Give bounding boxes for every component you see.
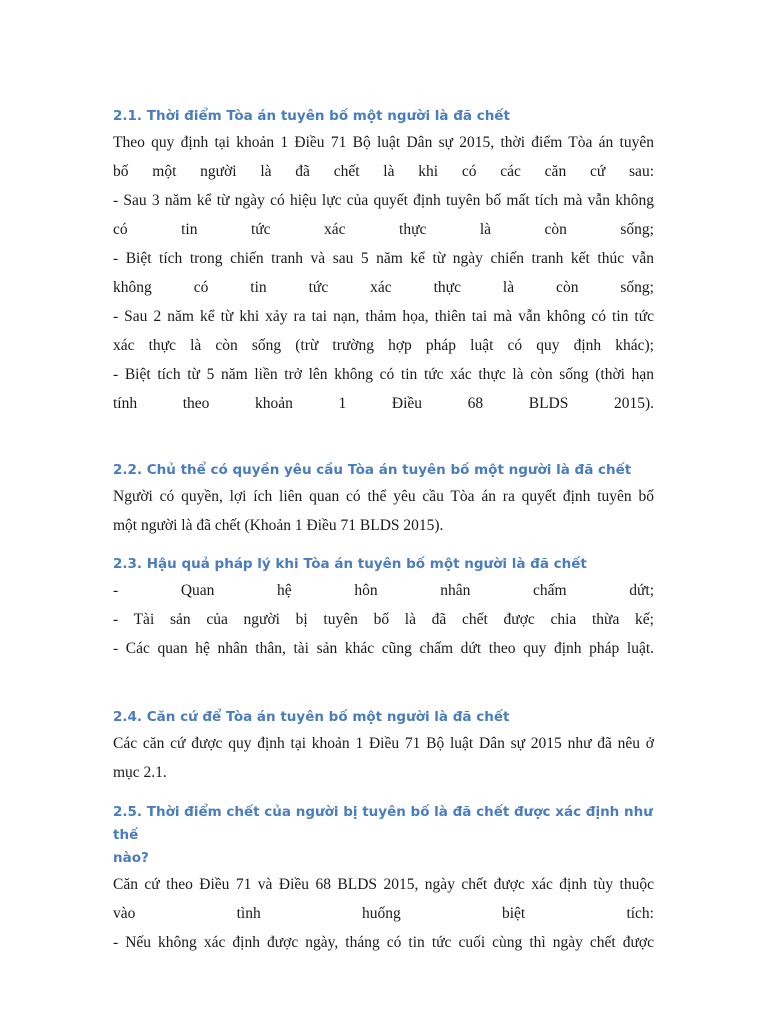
paragraph-line: - Các quan hệ nhân thân, tài sản khác cũng chấm dứt theo quy định pháp luật. [113, 640, 654, 657]
section-2-4 [113, 706, 654, 787]
paragraph-line: - Nếu không xác định được ngày, tháng có tin tức cuối cùng thì ngày chết được [113, 934, 654, 951]
paragraph-line: - Biệt tích từ 5 năm liền trở lên không có tin tức xác thực là còn sống (thời hạn [113, 366, 654, 383]
paragraph-line: - Biệt tích trong chiến tranh và sau 5 năm kể từ ngày chiến tranh kết thúc vẫn [113, 250, 654, 267]
paragraph-line: Các căn cứ được quy định tại khoản 1 Điều 71 Bộ luật Dân sự 2015 như đã nêu ở [113, 735, 654, 752]
section-2-5 [113, 801, 654, 957]
paragraph-line: Theo quy định tại khoản 1 Điều 71 Bộ luật Dân sự 2015, thời điểm Tòa án tuyên [113, 134, 654, 151]
paragraph-line: - Sau 2 năm kể từ khi xảy ra tai nạn, thảm họa, thiên tai mà vẫn không có tin tức [113, 308, 654, 325]
section-heading: 2.1. Thời điểm Tòa án tuyên bố một người là đã chết [113, 108, 510, 124]
paragraph-line: - Tài sản của người bị tuyên bố là đã chết được chia thừa kế; [113, 611, 654, 628]
section-heading: 2.4. Căn cứ để Tòa án tuyên bố một người là đã chết [113, 709, 510, 725]
section-2-1 [113, 105, 654, 418]
section-heading: 2.5. Thời điểm chết của người bị tuyên bố là đã chết được xác định như thế [113, 804, 653, 843]
paragraph-line: tính theo khoản 1 Điều 68 BLDS 2015). [113, 395, 654, 412]
document-page [113, 0, 654, 1024]
paragraph-line: xác thực là còn sống (trừ trường hợp pháp luật có quy định khác); [113, 337, 654, 354]
section-2-2 [113, 459, 654, 540]
paragraph-line: bố một người là đã chết là khi có các căn cứ sau: [113, 163, 654, 180]
paragraph-line: Căn cứ theo Điều 71 và Điều 68 BLDS 2015, ngày chết được xác định tùy thuộc [113, 876, 654, 893]
paragraph-line: - Sau 3 năm kể từ ngày có hiệu lực của quyết định tuyên bố mất tích mà vẫn không [113, 192, 654, 209]
paragraph-line: mục 2.1. [113, 764, 167, 781]
section-heading: nào? [113, 850, 149, 866]
paragraph-line: Người có quyền, lợi ích liên quan có thể yêu cầu Tòa án ra quyết định tuyên bố [113, 488, 654, 505]
paragraph-line: một người là đã chết (Khoản 1 Điều 71 BLDS 2015). [113, 517, 444, 534]
paragraph-line: - Quan hệ hôn nhân chấm dứt; [113, 582, 654, 599]
section-heading: 2.3. Hậu quả pháp lý khi Tòa án tuyên bố một người là đã chết [113, 556, 587, 572]
paragraph-line: có tin tức xác thực là còn sống; [113, 221, 654, 238]
paragraph-line: vào tình huống biệt tích: [113, 905, 654, 922]
paragraph-line: không có tin tức xác thực là còn sống; [113, 279, 654, 296]
section-2-3 [113, 553, 654, 663]
section-heading: 2.2. Chủ thể có quyền yêu cầu Tòa án tuyên bố một người là đã chết [113, 462, 632, 478]
